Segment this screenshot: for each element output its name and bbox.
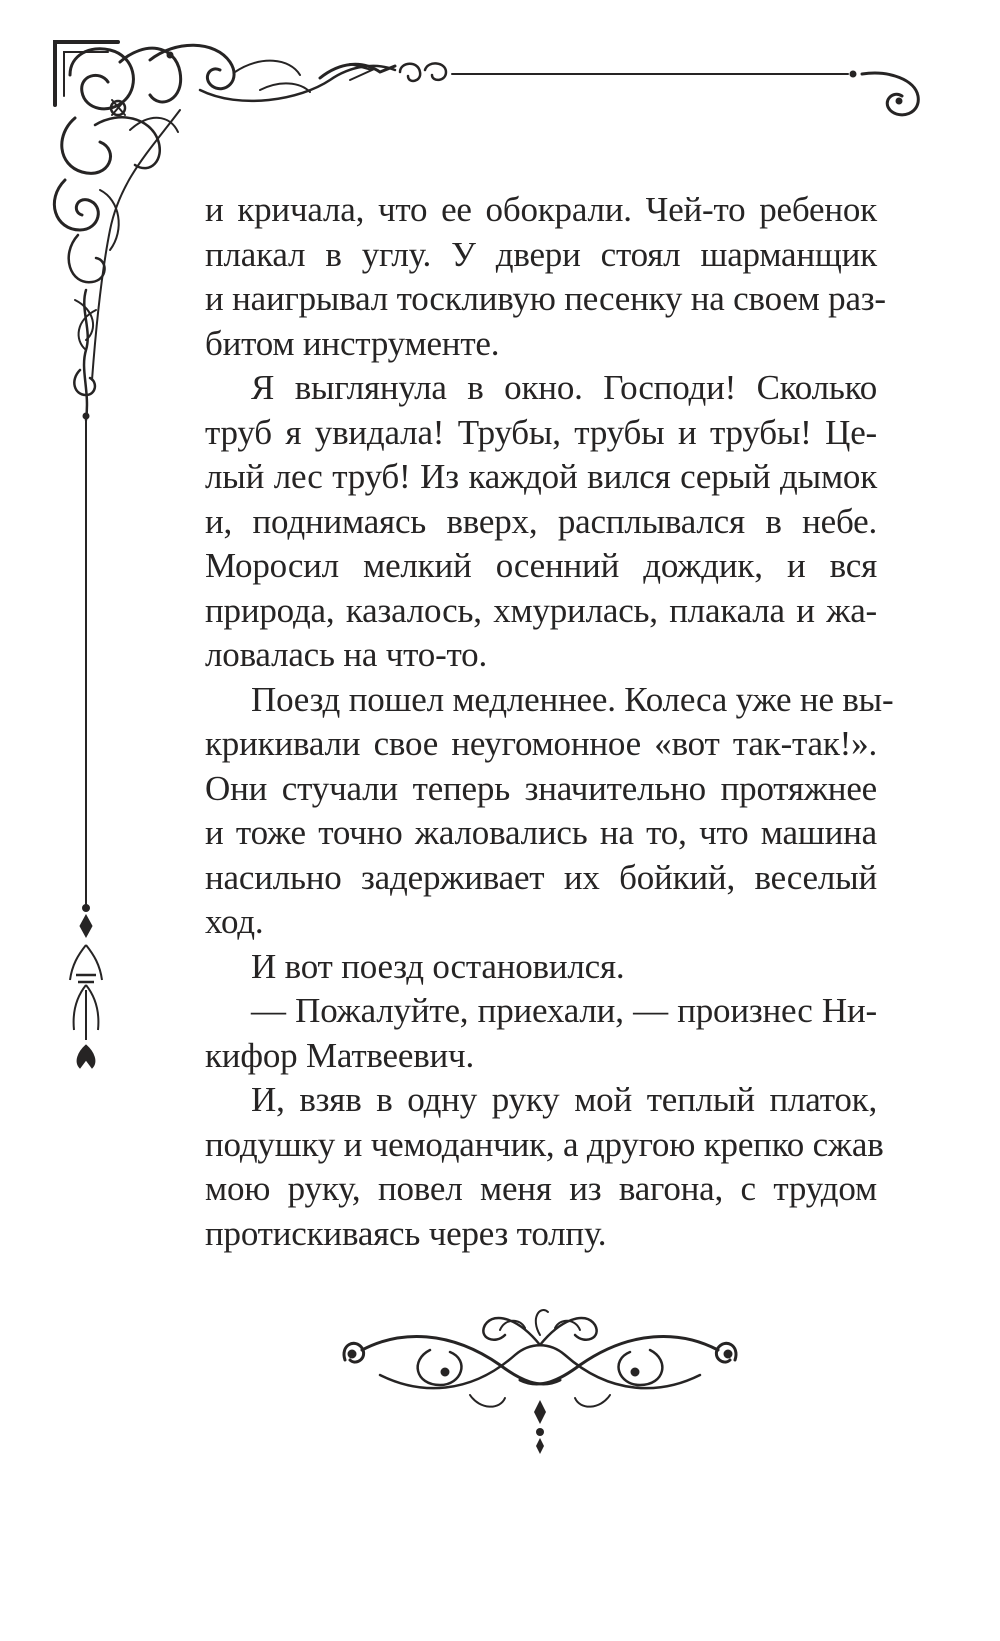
text-line: И вот поезд остановился. — [251, 946, 625, 986]
text-line: ловалась на что-то. — [205, 635, 488, 674]
text-line: и наигрывал тоскливую песенку на своем раз- — [205, 279, 886, 318]
text-line: и тоже точно жаловались на то, что машина — [205, 813, 877, 852]
text-line: подушку и чемоданчик, а другою крепко сжав — [205, 1124, 884, 1164]
text-line: и кричала, что ее обокрали. Чей-то ребенок — [205, 190, 877, 229]
text-line: Моросил мелкий осенний дождик, и вся — [205, 546, 877, 585]
text-line: плакал в углу. У двери стоял шарманщик — [205, 234, 877, 274]
text-line: Поезд пошел медленнее. Колеса уже не вы- — [251, 679, 894, 719]
text-line: ход. — [205, 902, 264, 941]
text-line: труб я увидала! Трубы, трубы и трубы! Це- — [205, 412, 877, 452]
text-line: — Пожалуйте, приехали, — произнес Ни- — [251, 991, 877, 1030]
text-line: крикивали свое неугомонное «вот так-так!». — [205, 724, 877, 763]
text-line: насильно задерживает их бойкий, веселый — [205, 857, 877, 897]
text-line: кифор Матвеевич. — [205, 1035, 475, 1075]
text-line: Они стучали теперь значительно протяжнее — [205, 768, 877, 808]
text-line: И, взяв в одну руку мой теплый платок, — [251, 1080, 877, 1119]
text-line: битом инструменте. — [205, 323, 500, 363]
text-line: мою руку, повел меня из вагона, с трудом — [205, 1169, 877, 1208]
text-line: протискиваясь через толпу. — [205, 1213, 607, 1253]
text-line: природа, казалось, хмурилась, плакала и жа- — [205, 590, 877, 630]
text-line: и, поднимаясь вверх, расплывался в небе. — [205, 501, 877, 541]
text-line: лый лес труб! Из каждой вился серый дымок — [205, 457, 877, 496]
text-line: Я выглянула в окно. Господи! Сколько — [251, 368, 877, 407]
